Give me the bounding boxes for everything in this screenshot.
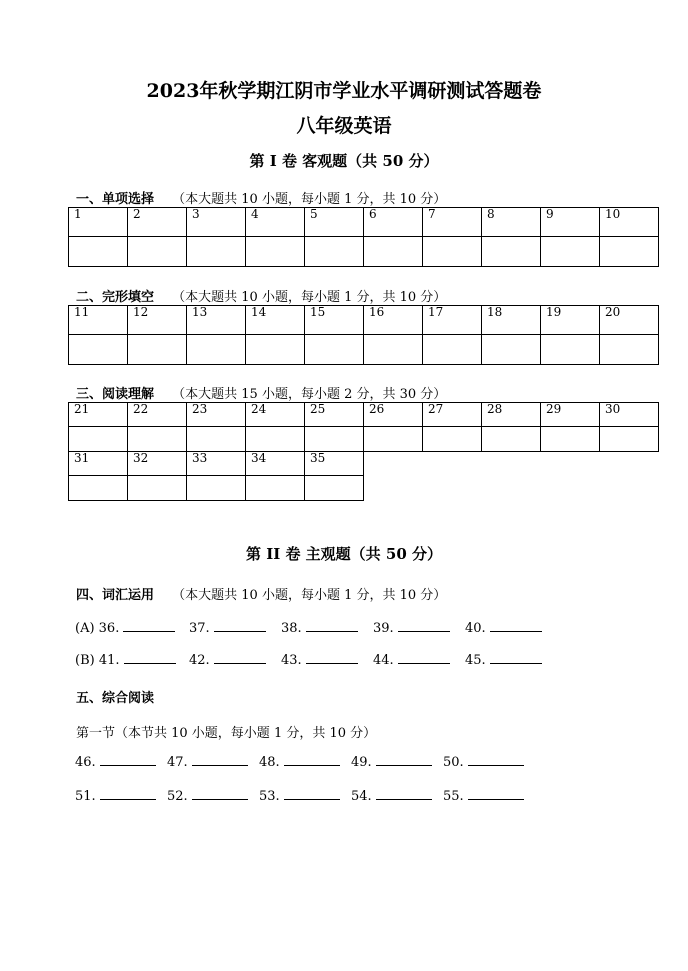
question-number: 44. xyxy=(373,653,394,668)
page-subtitle: 八年级英语 xyxy=(296,115,392,137)
answer-blank[interactable] xyxy=(192,787,248,800)
empty-cell xyxy=(364,476,423,501)
section3-desc: （本大题共 15 小题，每小题 2 分，共 30 分） xyxy=(172,387,447,402)
answer-cell[interactable] xyxy=(541,237,600,267)
answer-blank[interactable] xyxy=(214,619,266,632)
answer-blank[interactable] xyxy=(123,619,175,632)
fill-in-item xyxy=(373,619,450,636)
answer-cell[interactable] xyxy=(128,335,187,365)
question-number-cell: 25 xyxy=(305,403,364,427)
answer-cell[interactable] xyxy=(423,427,482,452)
question-number-cell: 28 xyxy=(482,403,541,427)
answer-cell[interactable] xyxy=(69,476,128,501)
section2-answer-grid xyxy=(68,305,659,365)
answer-cell[interactable] xyxy=(128,427,187,452)
empty-cell xyxy=(482,476,541,501)
question-number: 40. xyxy=(465,621,486,636)
fill-in-item xyxy=(443,787,524,804)
question-number: 45. xyxy=(465,653,486,668)
question-number-cell: 35 xyxy=(305,452,364,476)
question-number: 55. xyxy=(443,789,464,804)
answer-cell[interactable] xyxy=(364,237,423,267)
question-number-cell: 27 xyxy=(423,403,482,427)
answer-cell[interactable] xyxy=(364,335,423,365)
fill-in-item xyxy=(75,753,156,770)
answer-cell[interactable] xyxy=(69,335,128,365)
section4-heading xyxy=(76,584,446,603)
fill-in-item xyxy=(373,651,450,668)
question-number-cell: 3 xyxy=(187,208,246,237)
answer-cell[interactable] xyxy=(128,237,187,267)
page-title: 2023年秋学期江阴市学业水平调研测试答题卷 xyxy=(146,80,542,102)
answer-blank[interactable] xyxy=(124,651,176,664)
answer-cell[interactable] xyxy=(364,427,423,452)
answer-cell[interactable] xyxy=(246,476,305,501)
question-number: 49. xyxy=(351,755,372,770)
question-number-cell: 33 xyxy=(187,452,246,476)
question-number-cell: 10 xyxy=(600,208,659,237)
answer-cell[interactable] xyxy=(246,237,305,267)
section1-name: 一、单项选择 xyxy=(76,192,155,207)
fill-in-item xyxy=(281,651,358,668)
question-number-cell: 22 xyxy=(128,403,187,427)
answer-blank[interactable] xyxy=(468,787,524,800)
section4-name: 四、词汇运用 xyxy=(76,588,155,603)
answer-blank[interactable] xyxy=(306,619,358,632)
answer-cell[interactable] xyxy=(69,237,128,267)
answer-cell[interactable] xyxy=(482,427,541,452)
empty-cell xyxy=(423,452,482,476)
answer-blank[interactable] xyxy=(398,619,450,632)
answer-cell[interactable] xyxy=(246,427,305,452)
section2-heading xyxy=(76,286,446,305)
answer-cell[interactable] xyxy=(246,335,305,365)
section5-name: 五、综合阅读 xyxy=(76,691,155,706)
question-number-cell: 11 xyxy=(69,306,128,335)
question-number-cell: 21 xyxy=(69,403,128,427)
fill-in-item xyxy=(259,787,340,804)
question-number-cell: 5 xyxy=(305,208,364,237)
empty-cell xyxy=(541,476,600,501)
answer-cell[interactable] xyxy=(482,335,541,365)
question-number-cell: 15 xyxy=(305,306,364,335)
fill-in-item xyxy=(167,753,248,770)
section1-desc: （本大题共 10 小题，每小题 1 分，共 10 分） xyxy=(172,192,447,207)
empty-cell xyxy=(600,476,659,501)
answer-cell[interactable] xyxy=(305,237,364,267)
question-number-cell: 13 xyxy=(187,306,246,335)
fill-in-item xyxy=(259,753,340,770)
answer-blank[interactable] xyxy=(284,753,340,766)
fill-in-item xyxy=(75,787,156,804)
question-number-cell: 26 xyxy=(364,403,423,427)
question-number-cell: 19 xyxy=(541,306,600,335)
fill-in-item xyxy=(465,651,542,668)
question-number: 47. xyxy=(167,755,188,770)
empty-cell xyxy=(541,452,600,476)
answer-blank[interactable] xyxy=(468,753,524,766)
section3-answer-grid xyxy=(68,402,659,501)
question-number: 46. xyxy=(75,755,96,770)
part2-title: 第 II 卷 主观题（共 50 分） xyxy=(245,545,443,563)
question-number: 52. xyxy=(167,789,188,804)
answer-cell[interactable] xyxy=(305,427,364,452)
question-number-cell: 14 xyxy=(246,306,305,335)
answer-cell[interactable] xyxy=(423,237,482,267)
answer-cell[interactable] xyxy=(128,476,187,501)
answer-cell[interactable] xyxy=(187,476,246,501)
section4-desc: （本大题共 10 小题，每小题 1 分，共 10 分） xyxy=(172,588,447,603)
question-number-cell: 32 xyxy=(128,452,187,476)
question-number: 37. xyxy=(189,621,210,636)
question-number: 50. xyxy=(443,755,464,770)
answer-cell[interactable] xyxy=(187,335,246,365)
answer-blank[interactable] xyxy=(306,651,358,664)
question-number: 53. xyxy=(259,789,280,804)
question-number-cell: 4 xyxy=(246,208,305,237)
answer-cell[interactable] xyxy=(423,335,482,365)
question-number-cell: 31 xyxy=(69,452,128,476)
fill-in-item xyxy=(75,619,175,636)
fill-in-item xyxy=(167,787,248,804)
question-number-cell: 34 xyxy=(246,452,305,476)
answer-cell[interactable] xyxy=(600,427,659,452)
answer-blank[interactable] xyxy=(100,753,156,766)
part1-title: 第 I 卷 客观题（共 50 分） xyxy=(249,152,439,170)
fill-in-item xyxy=(75,651,176,668)
section3-heading xyxy=(76,383,446,402)
answer-cell[interactable] xyxy=(187,427,246,452)
question-number-cell: 6 xyxy=(364,208,423,237)
answer-blank[interactable] xyxy=(490,651,542,664)
answer-blank[interactable] xyxy=(284,787,340,800)
empty-cell xyxy=(482,452,541,476)
answer-cell[interactable] xyxy=(305,335,364,365)
question-number-cell: 1 xyxy=(69,208,128,237)
question-number-cell: 2 xyxy=(128,208,187,237)
fill-in-item xyxy=(351,753,432,770)
answer-cell[interactable] xyxy=(541,427,600,452)
question-number-cell: 24 xyxy=(246,403,305,427)
answer-cell[interactable] xyxy=(482,237,541,267)
question-number-cell: 7 xyxy=(423,208,482,237)
question-number-cell: 18 xyxy=(482,306,541,335)
question-number: 54. xyxy=(351,789,372,804)
answer-cell[interactable] xyxy=(541,335,600,365)
question-number-cell: 17 xyxy=(423,306,482,335)
answer-cell[interactable] xyxy=(187,237,246,267)
answer-blank[interactable] xyxy=(214,651,266,664)
section3-name: 三、阅读理解 xyxy=(76,387,155,402)
answer-cell[interactable] xyxy=(69,427,128,452)
empty-cell xyxy=(600,452,659,476)
section5-heading xyxy=(76,687,154,706)
empty-cell xyxy=(364,452,423,476)
fill-in-item xyxy=(189,619,266,636)
answer-blank[interactable] xyxy=(100,787,156,800)
section1-answer-grid xyxy=(68,207,659,267)
section2-name: 二、完形填空 xyxy=(76,290,155,305)
fill-in-item xyxy=(281,619,358,636)
section2-desc: （本大题共 10 小题，每小题 1 分，共 10 分） xyxy=(172,290,447,305)
answer-cell[interactable] xyxy=(305,476,364,501)
question-number: 38. xyxy=(281,621,302,636)
fill-in-item xyxy=(443,753,524,770)
section5-sub: 第一节（本节共 10 小题，每小题 1 分，共 10 分） xyxy=(76,726,377,741)
question-number: (A) 36. xyxy=(75,621,120,636)
fill-in-item xyxy=(465,619,542,636)
question-number: 51. xyxy=(75,789,96,804)
answer-blank[interactable] xyxy=(192,753,248,766)
answer-cell[interactable] xyxy=(600,335,659,365)
question-number-cell: 29 xyxy=(541,403,600,427)
question-number: (B) 41. xyxy=(75,653,120,668)
question-number: 39. xyxy=(373,621,394,636)
answer-blank[interactable] xyxy=(376,787,432,800)
question-number: 42. xyxy=(189,653,210,668)
answer-blank[interactable] xyxy=(490,619,542,632)
answer-cell[interactable] xyxy=(600,237,659,267)
question-number-cell: 16 xyxy=(364,306,423,335)
fill-in-item xyxy=(189,651,266,668)
question-number-cell: 9 xyxy=(541,208,600,237)
question-number: 48. xyxy=(259,755,280,770)
question-number: 43. xyxy=(281,653,302,668)
question-number-cell: 8 xyxy=(482,208,541,237)
question-number-cell: 30 xyxy=(600,403,659,427)
question-number-cell: 12 xyxy=(128,306,187,335)
question-number-cell: 20 xyxy=(600,306,659,335)
answer-blank[interactable] xyxy=(398,651,450,664)
empty-cell xyxy=(423,476,482,501)
answer-blank[interactable] xyxy=(376,753,432,766)
fill-in-item xyxy=(351,787,432,804)
question-number-cell: 23 xyxy=(187,403,246,427)
section1-heading xyxy=(76,188,446,207)
